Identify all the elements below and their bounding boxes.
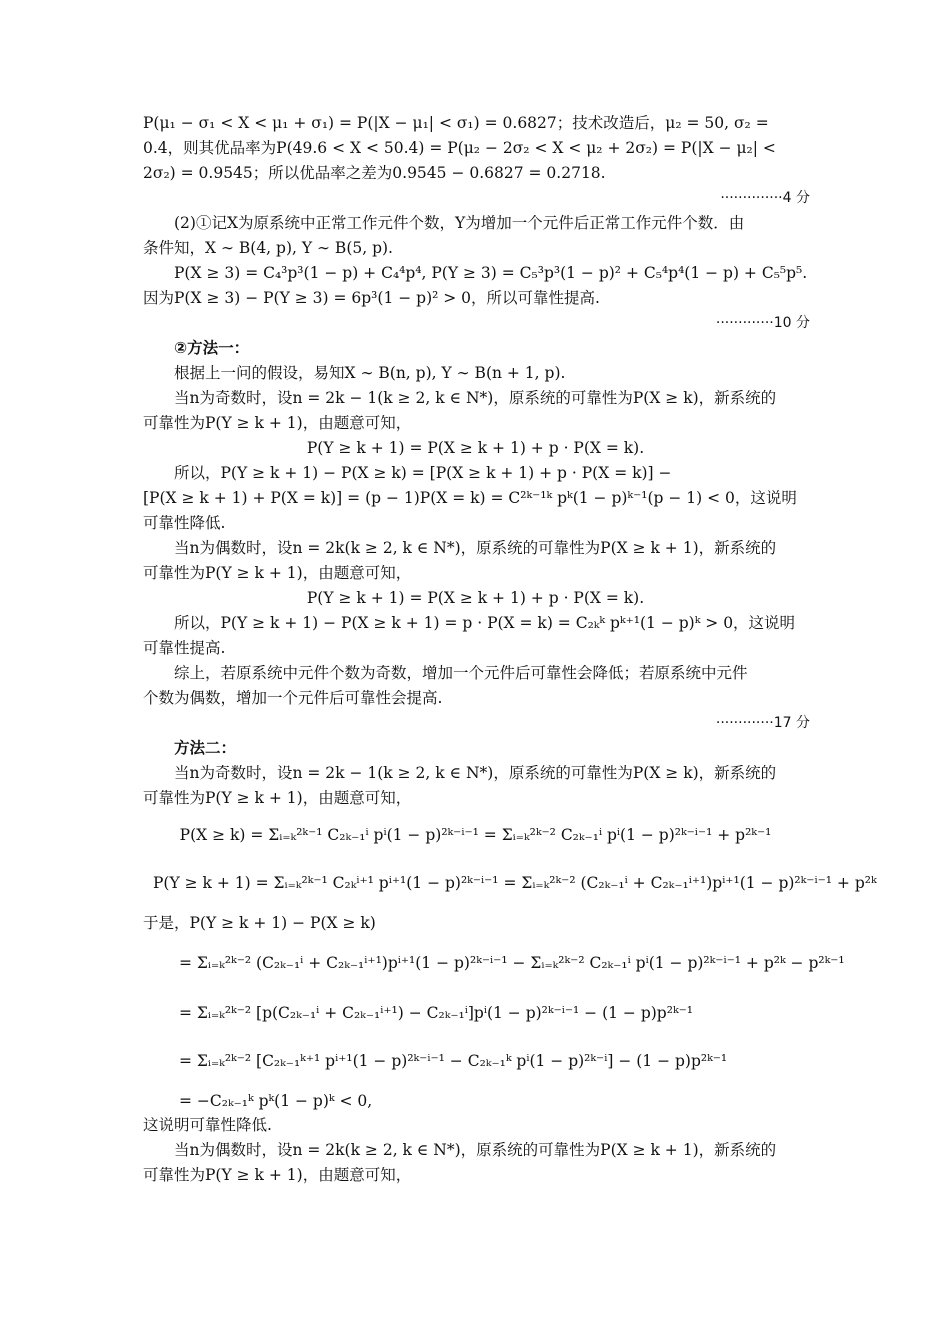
text-line: 当n为奇数时，设n = 2k − 1(k ≥ 2, k ∈ N*)，原系统的可靠性为P(X ≥ k)，新系统的 — [174, 389, 777, 407]
score-marker: ··············4 分 — [720, 190, 810, 206]
score-marker: ·············17 分 — [715, 715, 810, 731]
equation: P(Y ≥ k + 1) = Σᵢ₌ₖ²ᵏ⁻¹ C₂ₖⁱ⁺¹ pⁱ⁺¹(1 − p)²ᵏ⁻ⁱ⁻¹ = Σᵢ₌ₖ²ᵏ⁻² (C₂ₖ₋₁ⁱ + C₂ₖ₋₁ⁱ⁺¹)pⁱ⁺¹(1 − p)²ᵏ⁻ⁱ⁻¹ + p²ᵏ — [153, 874, 877, 892]
text-line: 当n为偶数时，设n = 2k(k ≥ 2, k ∈ N*)，原系统的可靠性为P(X ≥ k + 1)，新系统的 — [174, 1141, 777, 1159]
text-line: 当n为奇数时，设n = 2k − 1(k ≥ 2, k ∈ N*)，原系统的可靠性为P(X ≥ k)，新系统的 — [174, 764, 777, 782]
text-line: 条件知，X ∼ B(4, p), Y ∼ B(5, p). — [143, 239, 393, 257]
equation: = Σᵢ₌ₖ²ᵏ⁻² [p(C₂ₖ₋₁ⁱ + C₂ₖ₋₁ⁱ⁺¹) − C₂ₖ₋₁ⁱ]pⁱ(1 − p)²ᵏ⁻ⁱ⁻¹ − (1 − p)p²ᵏ⁻¹ — [179, 1004, 693, 1022]
text-line: 可靠性为P(Y ≥ k + 1)，由题意可知， — [143, 564, 412, 582]
text-line: P(X ≥ 3) = C₄³p³(1 − p) + C₄⁴p⁴, P(Y ≥ 3) = C₅³p³(1 − p)² + C₅⁴p⁴(1 − p) + C₅⁵p⁵. — [174, 264, 808, 282]
text-line: 所以，P(Y ≥ k + 1) − P(X ≥ k + 1) = p · P(X = k) = C₂ₖᵏ pᵏ⁺¹(1 − p)ᵏ > 0，这说明 — [174, 614, 796, 632]
text-line: 这说明可靠性降低. — [143, 1116, 272, 1134]
score-marker: ·············10 分 — [715, 315, 810, 331]
equation: P(Y ≥ k + 1) = P(X ≥ k + 1) + p · P(X = k). — [306, 439, 645, 457]
text-line: 个数为偶数，增加一个元件后可靠性会提高. — [143, 689, 443, 707]
section-heading: 方法二： — [174, 739, 237, 757]
text-line: 所以，P(Y ≥ k + 1) − P(X ≥ k) = [P(X ≥ k + 1) + p · P(X = k)] − — [174, 464, 672, 482]
text-line: 2σ₂) = 0.9545；所以优品率之差为0.9545 − 0.6827 = 0.2718. — [143, 164, 606, 182]
text-line: 可靠性为P(Y ≥ k + 1)，由题意可知， — [143, 789, 412, 807]
text-line: 可靠性为P(Y ≥ k + 1)，由题意可知， — [143, 414, 412, 432]
equation: P(X ≥ k) = Σᵢ₌ₖ²ᵏ⁻¹ C₂ₖ₋₁ⁱ pⁱ(1 − p)²ᵏ⁻ⁱ⁻¹ = Σᵢ₌ₖ²ᵏ⁻² C₂ₖ₋₁ⁱ pⁱ(1 − p)²ᵏ⁻ⁱ⁻¹ + p²ᵏ⁻¹ — [179, 826, 772, 844]
text-line: (2)①记X为原系统中正常工作元件个数，Y为增加一个元件后正常工作元件个数．由 — [174, 214, 745, 232]
text-line: 可靠性降低. — [143, 514, 226, 532]
text-line: 综上，若原系统中元件个数为奇数，增加一个元件后可靠性会降低；若原系统中元件 — [174, 664, 748, 682]
section-heading: ②方法一： — [174, 339, 250, 357]
text-line: 于是，P(Y ≥ k + 1) − P(X ≥ k) — [143, 914, 376, 932]
text-line: P(μ₁ − σ₁ < X < μ₁ + σ₁) = P(|X − μ₁| < σ₁) = 0.6827；技术改造后，μ₂ = 50, σ₂ = — [143, 114, 769, 132]
equation: = −C₂ₖ₋₁ᵏ pᵏ(1 − p)ᵏ < 0, — [179, 1092, 373, 1110]
text-line: 当n为偶数时，设n = 2k(k ≥ 2, k ∈ N*)，原系统的可靠性为P(X ≥ k + 1)，新系统的 — [174, 539, 777, 557]
text-line: 可靠性提高. — [143, 639, 226, 657]
text-line: 0.4，则其优品率为P(49.6 < X < 50.4) = P(μ₂ − 2σ₂ < X < μ₂ + 2σ₂) = P(|X − μ₂| < — [143, 139, 776, 157]
text-line: 根据上一问的假设，易知X ∼ B(n, p), Y ∼ B(n + 1, p). — [174, 364, 566, 382]
equation: = Σᵢ₌ₖ²ᵏ⁻² (C₂ₖ₋₁ⁱ + C₂ₖ₋₁ⁱ⁺¹)pⁱ⁺¹(1 − p)²ᵏ⁻ⁱ⁻¹ − Σᵢ₌ₖ²ᵏ⁻² C₂ₖ₋₁ⁱ pⁱ(1 − p)²ᵏ⁻ⁱ⁻¹ + p²ᵏ − p²ᵏ⁻¹ — [179, 954, 845, 972]
text-line: 可靠性为P(Y ≥ k + 1)，由题意可知， — [143, 1166, 412, 1184]
equation: P(Y ≥ k + 1) = P(X ≥ k + 1) + p · P(X = k). — [306, 589, 645, 607]
text-line: 因为P(X ≥ 3) − P(Y ≥ 3) = 6p³(1 − p)² > 0，所以可靠性提高. — [143, 289, 600, 307]
equation: = Σᵢ₌ₖ²ᵏ⁻² [C₂ₖ₋₁ᵏ⁺¹ pⁱ⁺¹(1 − p)²ᵏ⁻ⁱ⁻¹ − C₂ₖ₋₁ᵏ pⁱ(1 − p)²ᵏ⁻ⁱ] − (1 − p)p²ᵏ⁻¹ — [179, 1052, 728, 1070]
text-line: [P(X ≥ k + 1) + P(X = k)] = (p − 1)P(X = k) = C²ᵏ⁻¹ᵏ pᵏ(1 − p)ᵏ⁻¹(p − 1) < 0，这说明 — [143, 489, 797, 507]
